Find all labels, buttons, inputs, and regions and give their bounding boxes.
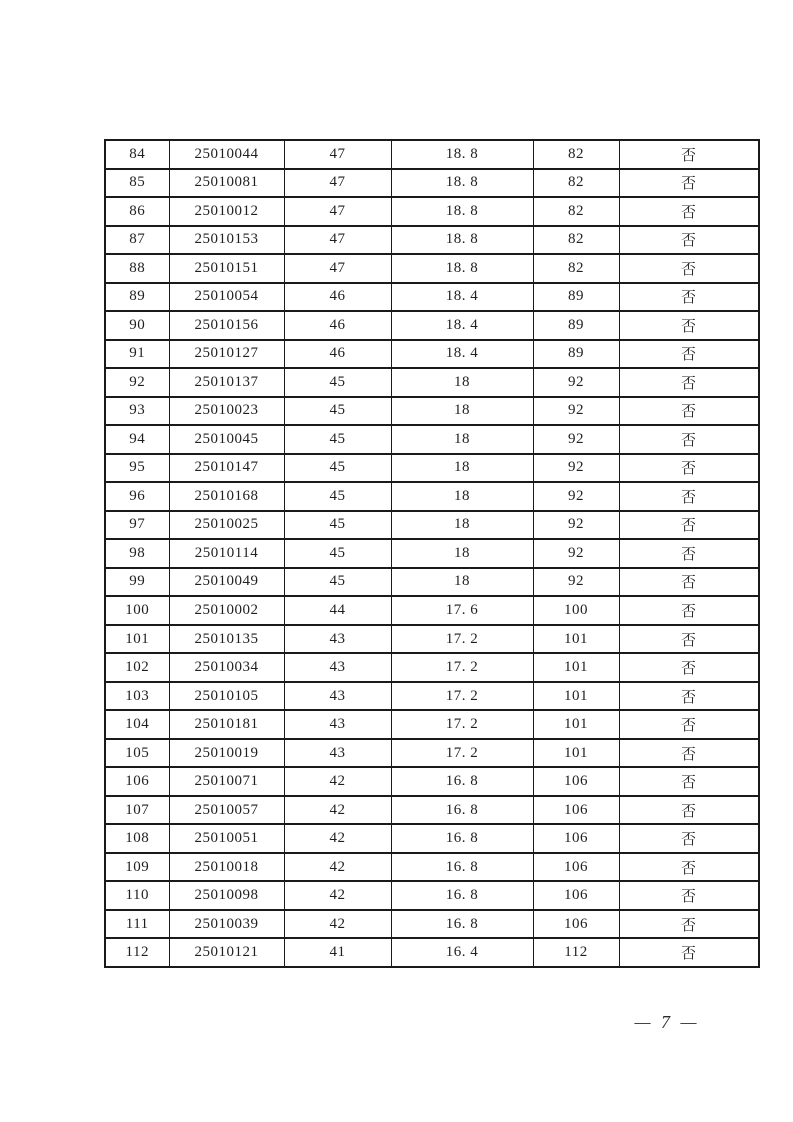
table-cell: 90 [105, 311, 169, 340]
table-cell: 88 [105, 254, 169, 283]
table-cell: 18 [391, 368, 533, 397]
table-cell: 101 [533, 625, 619, 654]
table-cell: 42 [284, 881, 391, 910]
table-cell: 25010114 [169, 539, 284, 568]
table-cell: 95 [105, 454, 169, 483]
table-cell: 101 [533, 710, 619, 739]
table-cell: 25010121 [169, 938, 284, 967]
table-row [105, 368, 759, 397]
table-row [105, 625, 759, 654]
table-cell: 100 [105, 596, 169, 625]
table-cell: 否 [619, 311, 759, 340]
table-cell: 103 [105, 682, 169, 711]
table-cell: 否 [619, 340, 759, 369]
table-cell: 16. 8 [391, 824, 533, 853]
table-cell: 45 [284, 425, 391, 454]
table-row [105, 283, 759, 312]
table-cell: 否 [619, 254, 759, 283]
table-cell: 否 [619, 653, 759, 682]
table-row [105, 881, 759, 910]
table-cell: 89 [533, 311, 619, 340]
table-cell: 25010168 [169, 482, 284, 511]
table-row [105, 254, 759, 283]
table-cell: 47 [284, 197, 391, 226]
table-row [105, 226, 759, 255]
table-cell: 25010098 [169, 881, 284, 910]
table-cell: 否 [619, 596, 759, 625]
table-cell: 98 [105, 539, 169, 568]
table-cell: 否 [619, 910, 759, 939]
table-cell: 102 [105, 653, 169, 682]
table-cell: 25010012 [169, 197, 284, 226]
table-cell: 25010137 [169, 368, 284, 397]
table-cell: 43 [284, 739, 391, 768]
table-cell: 93 [105, 397, 169, 426]
table-row [105, 197, 759, 226]
table-cell: 106 [105, 767, 169, 796]
table-cell: 否 [619, 625, 759, 654]
table-cell: 否 [619, 682, 759, 711]
table-cell: 92 [533, 368, 619, 397]
table-cell: 92 [533, 539, 619, 568]
table-cell: 101 [533, 653, 619, 682]
table-cell: 18. 4 [391, 311, 533, 340]
table-cell: 47 [284, 226, 391, 255]
table-cell: 43 [284, 625, 391, 654]
table-cell: 45 [284, 482, 391, 511]
table-cell: 25010151 [169, 254, 284, 283]
table-row [105, 938, 759, 967]
table-cell: 18 [391, 539, 533, 568]
table-cell: 18. 4 [391, 340, 533, 369]
table-cell: 否 [619, 169, 759, 198]
table-cell: 112 [533, 938, 619, 967]
table-cell: 否 [619, 881, 759, 910]
table-row [105, 739, 759, 768]
table-cell: 否 [619, 140, 759, 169]
table-cell: 82 [533, 226, 619, 255]
table-cell: 45 [284, 397, 391, 426]
table-cell: 92 [533, 482, 619, 511]
table-cell: 106 [533, 881, 619, 910]
table-row [105, 682, 759, 711]
table-cell: 89 [533, 283, 619, 312]
table-cell: 16. 4 [391, 938, 533, 967]
table-cell: 25010018 [169, 853, 284, 882]
table-cell: 否 [619, 767, 759, 796]
table-row [105, 482, 759, 511]
table-cell: 45 [284, 368, 391, 397]
table-row [105, 767, 759, 796]
table-row [105, 169, 759, 198]
table-row [105, 910, 759, 939]
table-row [105, 140, 759, 169]
table-cell: 86 [105, 197, 169, 226]
table-cell: 47 [284, 140, 391, 169]
table-cell: 25010034 [169, 653, 284, 682]
table-cell: 25010105 [169, 682, 284, 711]
table-cell: 106 [533, 824, 619, 853]
table-cell: 92 [533, 454, 619, 483]
table-cell: 92 [533, 397, 619, 426]
table-cell: 112 [105, 938, 169, 967]
table-cell: 45 [284, 539, 391, 568]
table-cell: 否 [619, 283, 759, 312]
table-cell: 否 [619, 482, 759, 511]
table-cell: 25010071 [169, 767, 284, 796]
table-row [105, 596, 759, 625]
table-cell: 97 [105, 511, 169, 540]
table-cell: 25010054 [169, 283, 284, 312]
table-cell: 18 [391, 568, 533, 597]
table-cell: 110 [105, 881, 169, 910]
table-cell: 42 [284, 796, 391, 825]
table-cell: 18. 8 [391, 254, 533, 283]
table-cell: 17. 2 [391, 625, 533, 654]
table-cell: 106 [533, 910, 619, 939]
table-row [105, 853, 759, 882]
table-cell: 25010153 [169, 226, 284, 255]
table-cell: 82 [533, 169, 619, 198]
table-cell: 否 [619, 425, 759, 454]
table-cell: 106 [533, 767, 619, 796]
table-cell: 101 [105, 625, 169, 654]
table-cell: 18 [391, 425, 533, 454]
table-cell: 否 [619, 568, 759, 597]
table-cell: 111 [105, 910, 169, 939]
table-cell: 92 [533, 511, 619, 540]
table-cell: 42 [284, 853, 391, 882]
table-cell: 46 [284, 283, 391, 312]
table-row [105, 568, 759, 597]
table-row [105, 653, 759, 682]
table-cell: 25010156 [169, 311, 284, 340]
table-cell: 45 [284, 454, 391, 483]
table-cell: 25010023 [169, 397, 284, 426]
table-cell: 44 [284, 596, 391, 625]
table-cell: 25010181 [169, 710, 284, 739]
table-cell: 92 [105, 368, 169, 397]
table-cell: 25010019 [169, 739, 284, 768]
table-cell: 104 [105, 710, 169, 739]
table-cell: 92 [533, 568, 619, 597]
table-cell: 100 [533, 596, 619, 625]
table-cell: 99 [105, 568, 169, 597]
results-table [104, 139, 760, 968]
table-cell: 96 [105, 482, 169, 511]
table-cell: 106 [533, 796, 619, 825]
table-cell: 25010057 [169, 796, 284, 825]
table-row [105, 710, 759, 739]
table-row [105, 511, 759, 540]
table-cell: 84 [105, 140, 169, 169]
table-cell: 17. 2 [391, 710, 533, 739]
table-cell: 94 [105, 425, 169, 454]
table-cell: 87 [105, 226, 169, 255]
table-cell: 42 [284, 767, 391, 796]
table-cell: 43 [284, 710, 391, 739]
table-cell: 25010002 [169, 596, 284, 625]
table-cell: 101 [533, 739, 619, 768]
table-cell: 18 [391, 397, 533, 426]
table-cell: 16. 8 [391, 767, 533, 796]
table-cell: 17. 2 [391, 682, 533, 711]
table-cell: 25010049 [169, 568, 284, 597]
table-cell: 否 [619, 938, 759, 967]
table-row [105, 425, 759, 454]
table-cell: 18. 4 [391, 283, 533, 312]
table-cell: 46 [284, 311, 391, 340]
table-cell: 否 [619, 853, 759, 882]
table-cell: 25010044 [169, 140, 284, 169]
table-row [105, 340, 759, 369]
table-cell: 否 [619, 197, 759, 226]
table-cell: 18. 8 [391, 226, 533, 255]
table-cell: 16. 8 [391, 881, 533, 910]
table-cell: 107 [105, 796, 169, 825]
table-cell: 18. 8 [391, 197, 533, 226]
table-cell: 47 [284, 254, 391, 283]
table-cell: 否 [619, 710, 759, 739]
table-cell: 41 [284, 938, 391, 967]
table-cell: 18. 8 [391, 140, 533, 169]
table-cell: 16. 8 [391, 853, 533, 882]
table-cell: 18. 8 [391, 169, 533, 198]
table-cell: 否 [619, 796, 759, 825]
table-cell: 47 [284, 169, 391, 198]
table-cell: 45 [284, 511, 391, 540]
table-cell: 91 [105, 340, 169, 369]
table-cell: 否 [619, 368, 759, 397]
table-row [105, 539, 759, 568]
table-cell: 否 [619, 226, 759, 255]
table-cell: 25010025 [169, 511, 284, 540]
table-cell: 否 [619, 511, 759, 540]
table-cell: 89 [105, 283, 169, 312]
table-cell: 105 [105, 739, 169, 768]
table-cell: 42 [284, 910, 391, 939]
table-cell: 82 [533, 197, 619, 226]
table-cell: 101 [533, 682, 619, 711]
table-row [105, 311, 759, 340]
table-cell: 25010147 [169, 454, 284, 483]
table-cell: 18 [391, 511, 533, 540]
table-cell: 18 [391, 454, 533, 483]
table-cell: 17. 6 [391, 596, 533, 625]
table-row [105, 796, 759, 825]
results-table-body [105, 140, 759, 967]
table-cell: 25010081 [169, 169, 284, 198]
table-cell: 108 [105, 824, 169, 853]
table-cell: 82 [533, 140, 619, 169]
table-cell: 25010045 [169, 425, 284, 454]
table-cell: 25010127 [169, 340, 284, 369]
table-cell: 85 [105, 169, 169, 198]
table-cell: 25010051 [169, 824, 284, 853]
table-row [105, 397, 759, 426]
table-cell: 82 [533, 254, 619, 283]
table-cell: 18 [391, 482, 533, 511]
table-cell: 92 [533, 425, 619, 454]
table-cell: 25010135 [169, 625, 284, 654]
table-cell: 否 [619, 824, 759, 853]
table-cell: 89 [533, 340, 619, 369]
table-cell: 43 [284, 653, 391, 682]
table-cell: 否 [619, 539, 759, 568]
table-cell: 43 [284, 682, 391, 711]
table-row [105, 824, 759, 853]
table-cell: 17. 2 [391, 653, 533, 682]
table-cell: 16. 8 [391, 910, 533, 939]
table-cell: 42 [284, 824, 391, 853]
table-cell: 否 [619, 739, 759, 768]
table-cell: 否 [619, 454, 759, 483]
table-cell: 106 [533, 853, 619, 882]
table-cell: 否 [619, 397, 759, 426]
table-row [105, 454, 759, 483]
table-cell: 45 [284, 568, 391, 597]
page-number: — 7 — [634, 1012, 700, 1032]
table-cell: 46 [284, 340, 391, 369]
table-cell: 25010039 [169, 910, 284, 939]
table-cell: 16. 8 [391, 796, 533, 825]
table-cell: 109 [105, 853, 169, 882]
table-cell: 17. 2 [391, 739, 533, 768]
